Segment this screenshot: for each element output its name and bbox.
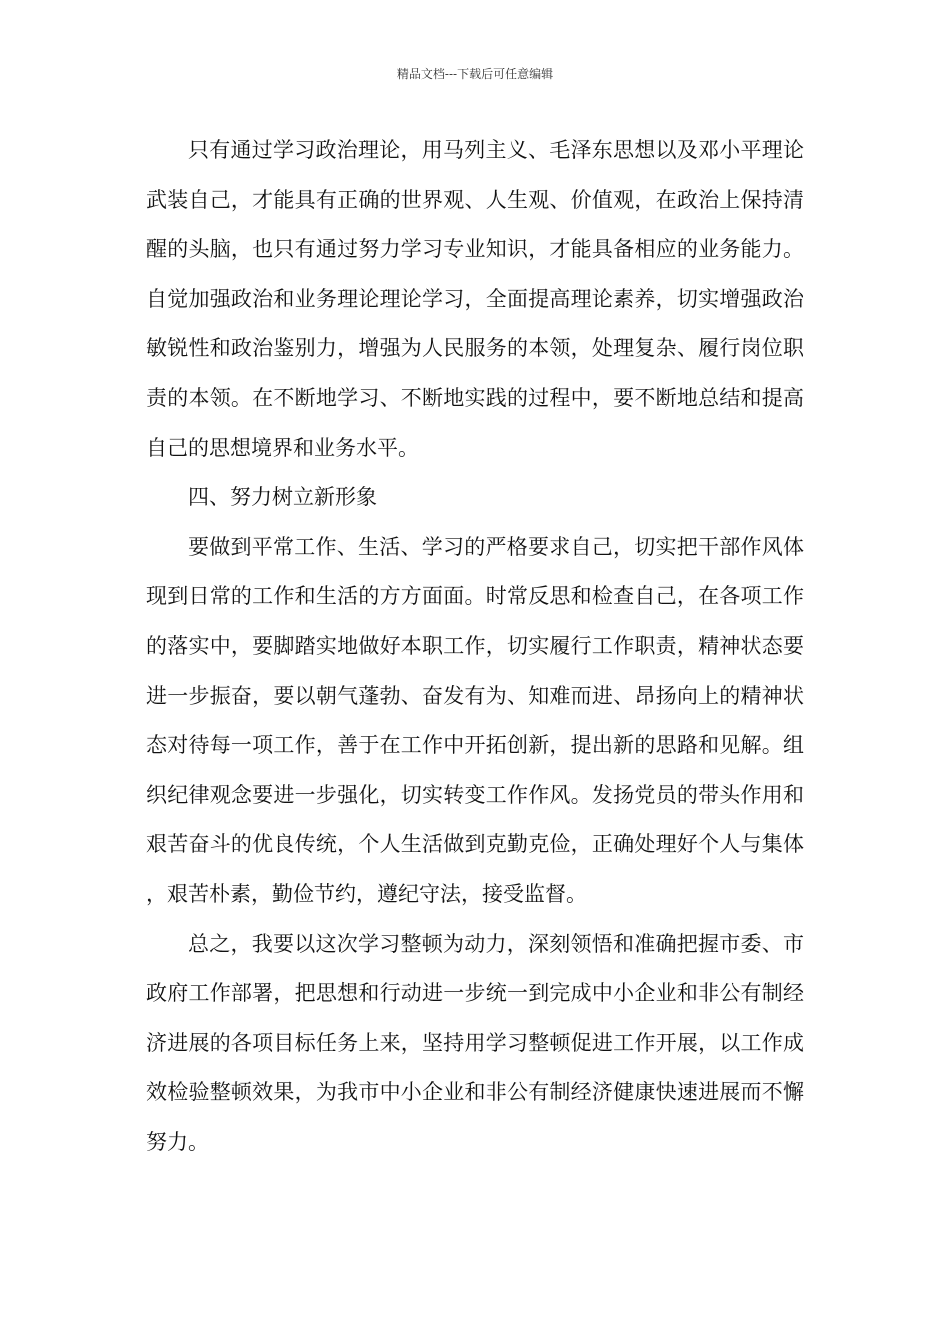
paragraph-work-style: 要做到平常工作、生活、学习的严格要求自己，切实把干部作风体现到日常的工作和生活的方方面面。时常反思和检查自己，在各项工作的落实中，要脚踏实地做好本职工作，切实履行工作职责，精神状态要进一步振奋，要以朝气蓬勃、奋发有为、知难而进、昂扬向上的精神状态对待每一项工作，善于在工作中开拓创新，提出新的思路和见解。组织纪律观念要进一步强化，切实转变工作作风。发扬党员的带头作用和艰苦奋斗的优良传统，个人生活做到克勤克俭，正确处理好个人与集体，艰苦朴素，勤俭节约，遵纪守法，接受监督。	[146, 534, 804, 906]
section-heading-new-image: 四、努力树立新形象	[188, 485, 377, 510]
document-body	[146, 126, 804, 1167]
page-header: 精品文档---下载后可任意编辑	[396, 67, 554, 81]
paragraph-study-theory: 只有通过学习政治理论，用马列主义、毛泽东思想以及邓小平理论武装自己，才能具有正确的世界观、人生观、价值观，在政治上保持清醒的头脑，也只有通过努力学习专业知识，才能具备相应的业务能力。自觉加强政治和业务理论理论学习，全面提高理论素养，切实增强政治敏锐性和政治鉴别力，增强为人民服务的本领，处理复杂、履行岗位职责的本领。在不断地学习、不断地实践的过程中，要不断地总结和提高自己的思想境界和业务水平。	[146, 138, 804, 460]
paragraph-conclusion: 总之，我要以这次学习整顿为动力，深刻领悟和准确把握市委、市政府工作部署，把思想和行动进一步统一到完成中小企业和非公有制经济进展的各项目标任务上来，坚持用学习整顿促进工作开展，以工作成效检验整顿效果，为我市中小企业和非公有制经济健康快速进展而不懈努力。	[146, 931, 804, 1154]
